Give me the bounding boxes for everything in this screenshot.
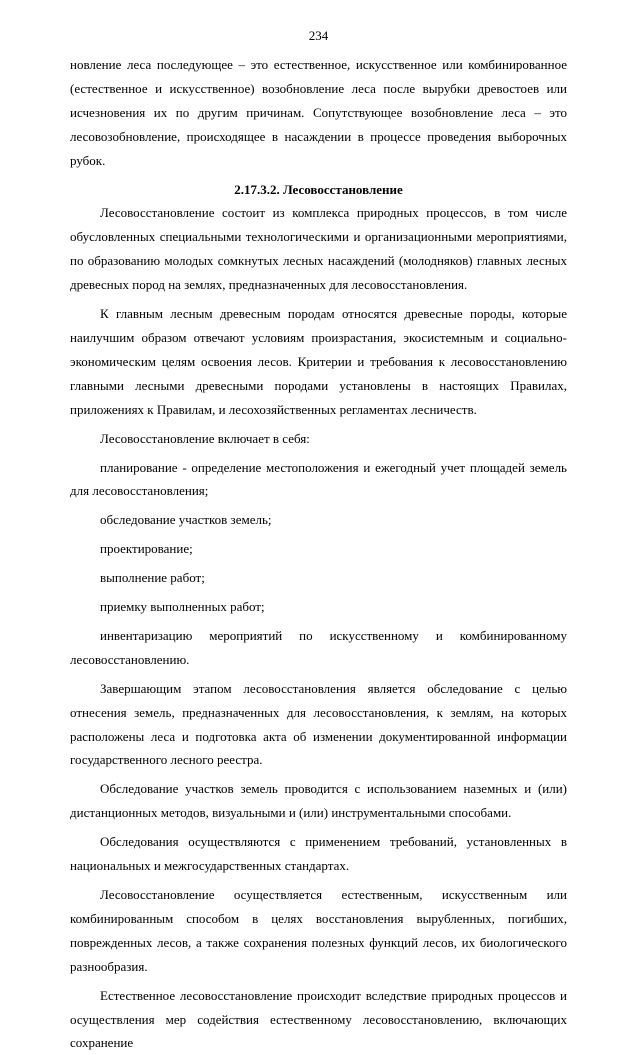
paragraph: Обследование участков земель проводится с использованием наземных и (или) дистанционных методов, визуальными и (или) инструментальными способами. — [70, 781, 567, 821]
list-item: обследование участков земель; — [100, 512, 272, 528]
list-item: проектирование; — [100, 541, 193, 557]
section-heading: 2.17.3.2. Лесовосстановление — [234, 181, 403, 197]
paragraph: Лесовосстановление осуществляется естественным, искусственным или комбинированным способом в целях восстановления вырубленных, погибших, поврежденных лесов, а также сохранения полезных функций лесов, их биологического разнообразия. — [70, 887, 567, 974]
list-item: приемку выполненных работ; — [100, 599, 265, 615]
list-item: выполнение работ; — [100, 570, 205, 586]
list-item: инвентаризацию мероприятий по искусственному и комбинированному лесовосстановлению. — [70, 627, 567, 667]
page-number: 234 — [308, 28, 329, 43]
paragraph: Завершающим этапом лесовосстановления является обследование с целью отнесения земель, предназначенных для лесовосстановления, к землям, на которых расположены леса и подготовка акта об изменении документированной информации государственного лесного реестра. — [70, 680, 567, 768]
document-page — [70, 28, 567, 1055]
paragraph: Обследования осуществляются с применением требований, установленных в национальных и межгосударственных стандартах. — [70, 834, 567, 874]
paragraph: Лесовосстановление состоит из комплекса природных процессов, в том числе обусловленных специальными технологическими и организационными мероприятиями, по образованию молодых сомкнутых лесных насаждений (молодняков) главных лесных древесных пород на землях, предназначенных для лесовосстановления. — [70, 205, 567, 293]
paragraph: Лесовосстановление включает в себя: — [100, 430, 310, 446]
list-item: планирование - определение местоположения и ежегодный учет площадей земель для лесовосстановления; — [70, 459, 567, 499]
paragraph: К главным лесным древесным породам относятся древесные породы, которые наилучшим образом отвечают условиям произрастания, экосистемным и социально-экономическим целям освоения лесов. Критерии и требования к лесовосстановлению главными лесными древесными породами установлены в настоящих Правилах, приложениях к Правилам, и лесохозяйственных регламентах лесничеств. — [70, 306, 567, 417]
paragraph-continued: новление леса последующее – это естественное, искусственное или комбинированное (естественное и искусственное) возобновление леса после вырубки древостоев или исчезновения их по другим причинам. Сопутствующее возобновление леса – это лесовозобновление, происходящее в насаждении в процессе проведения выборочных рубок. — [70, 57, 567, 168]
paragraph: Естественное лесовосстановление происходит вследствие природных процессов и осуществления мер содействия естественному лесовосстановлению, включающих сохранение — [70, 987, 567, 1051]
